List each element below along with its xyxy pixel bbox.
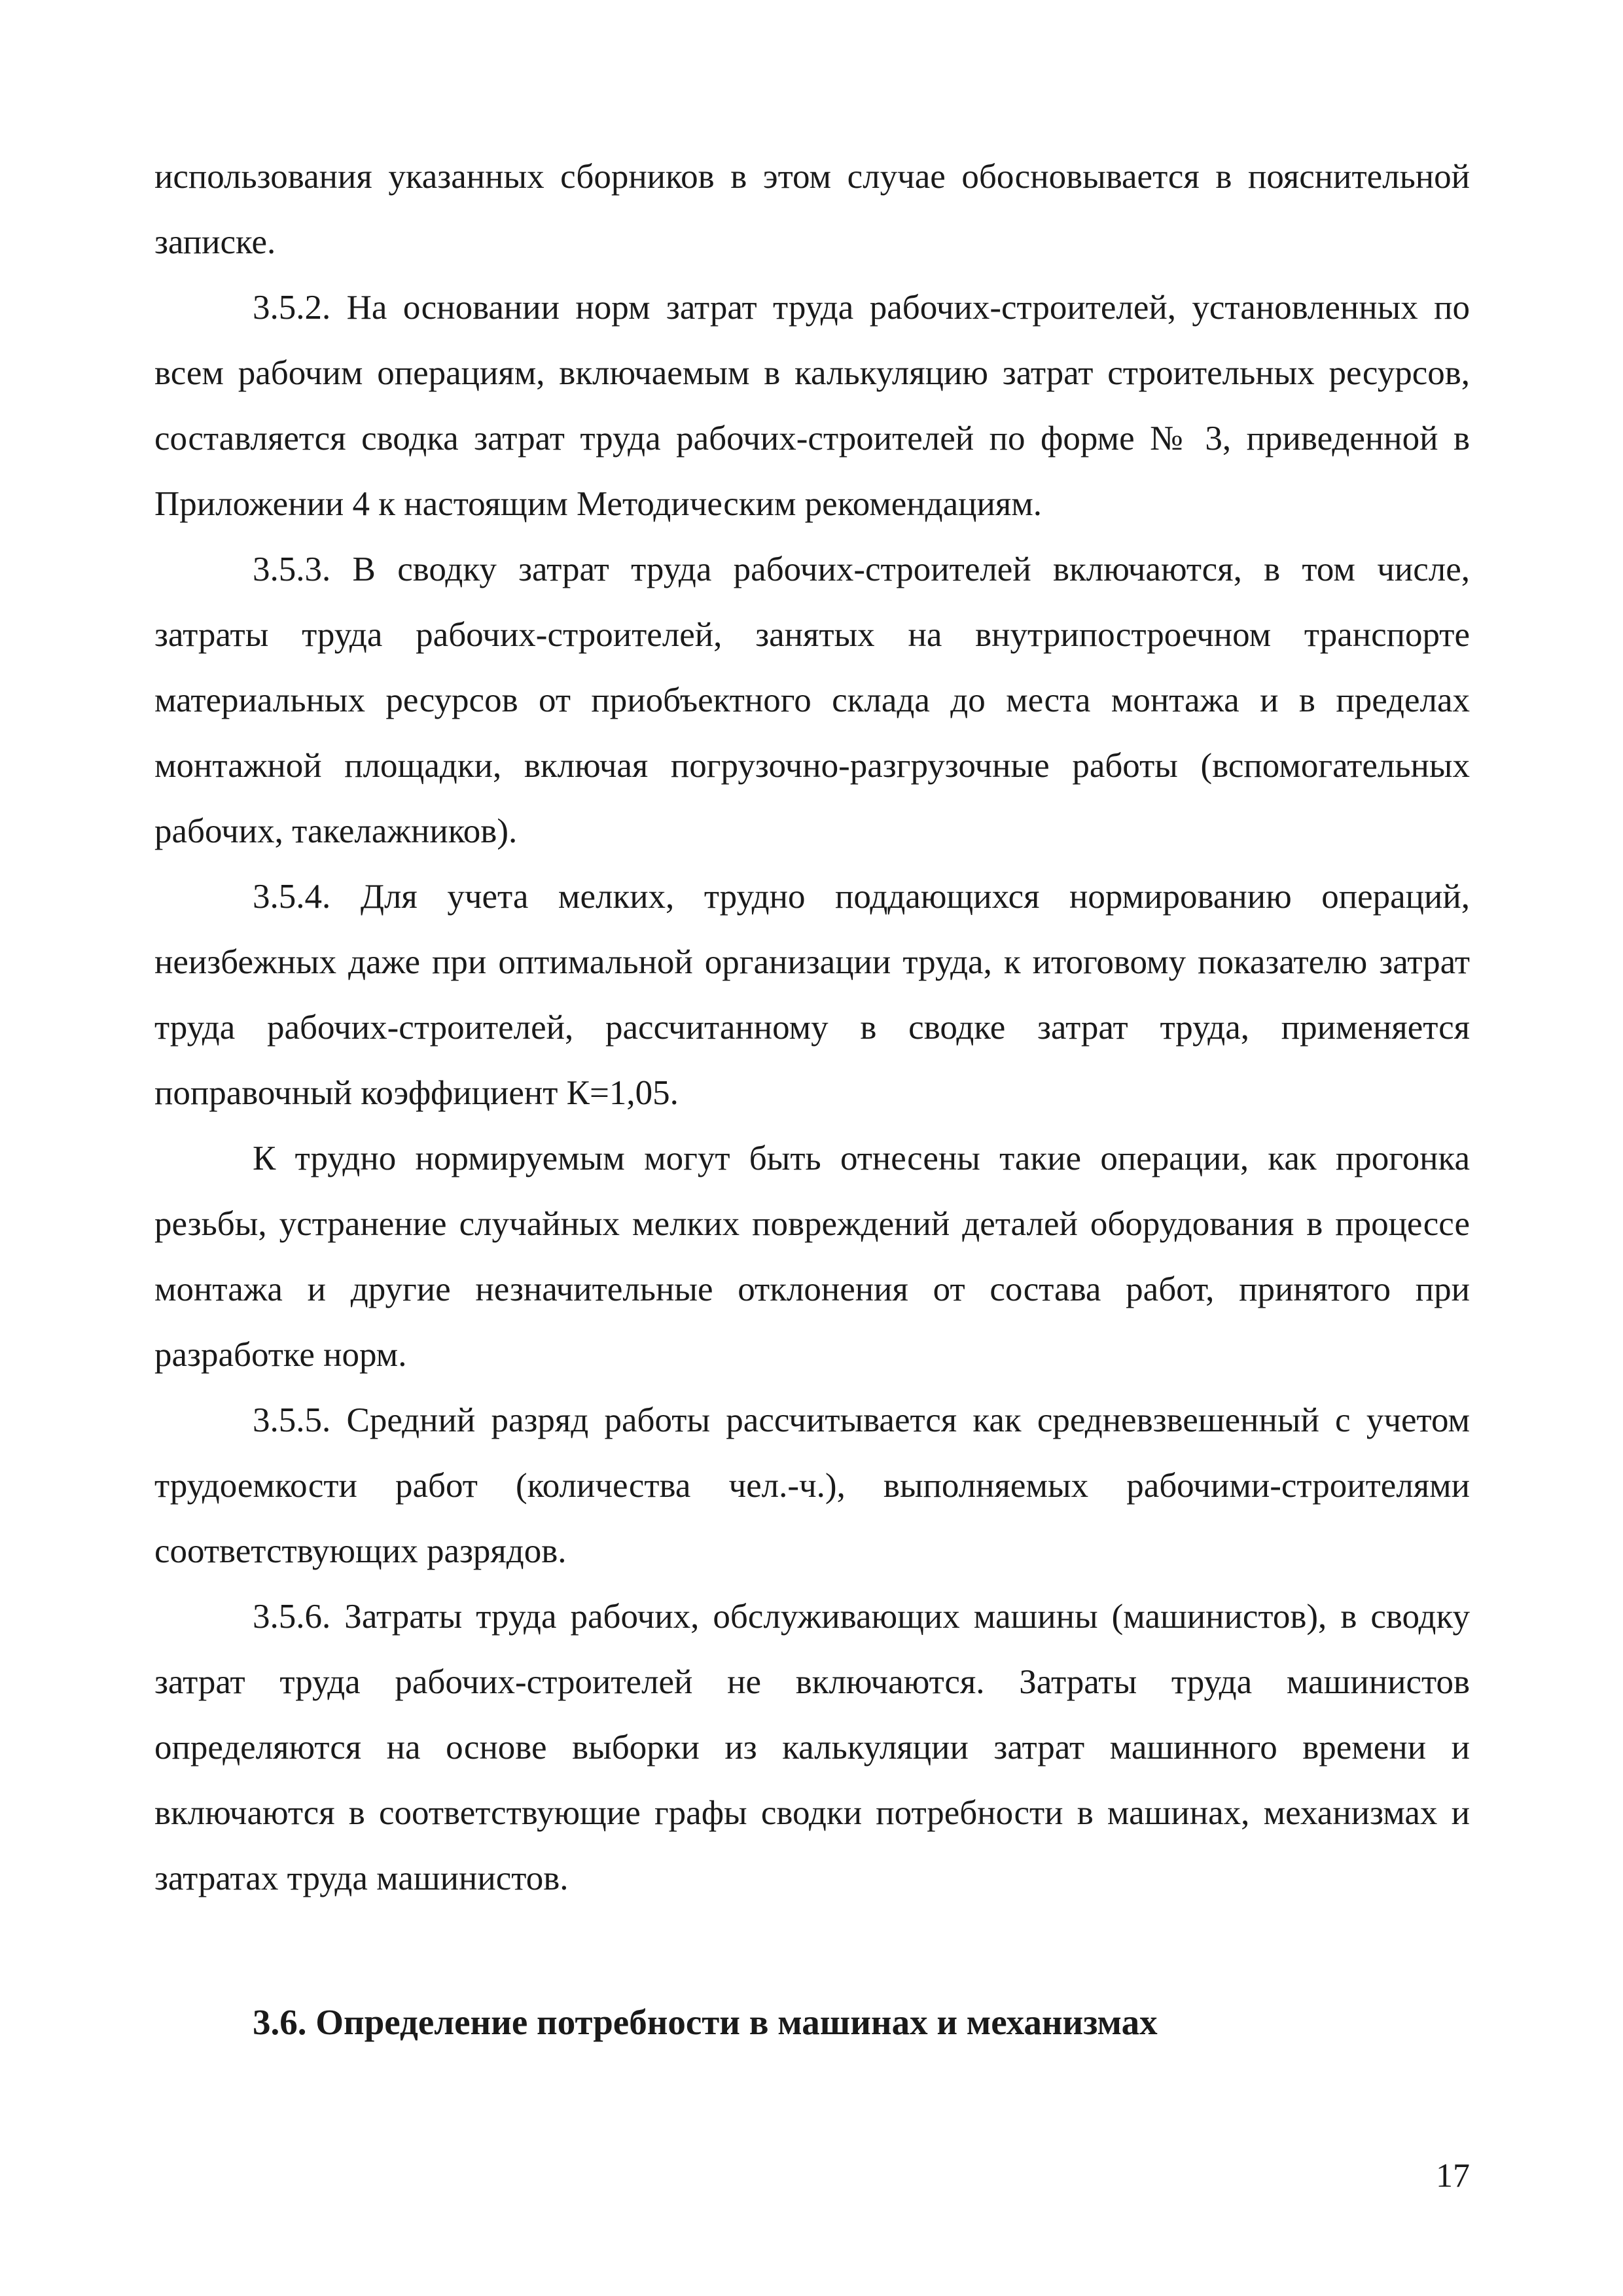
body-text: [154, 144, 1470, 1911]
paragraph-continuation: использования указанных сборников в этом случае обосновывается в пояснительной записке.: [154, 158, 1470, 261]
page-number: 17: [1436, 2157, 1470, 2195]
paragraph-3-5-4: 3.5.4. Для учета мелких, трудно поддающихся нормированию операций, неизбежных даже при оптимальной организации труда, к итоговому показателю затрат труда рабочих-строителей, рассчитанному в сводке затрат труда, применяется поправочный коэффициент К=1,05.: [154, 878, 1470, 1112]
paragraph-3-5-2: 3.5.2. На основании норм затрат труда рабочих-строителей, установленных по всем рабочим операциям, включаемым в калькуляцию затрат строительных ресурсов, составляется сводка затрат труда рабочих-строителей по форме № 3, приведенной в Приложении 4 к настоящим Методическим рекомендациям.: [154, 289, 1470, 523]
paragraph-hard-to-norm-operations: К трудно нормируемым могут быть отнесены такие операции, как прогонка резьбы, устранение случайных мелких повреждений деталей оборудования в процессе монтажа и другие незначительные отклонения от состава работ, принятого при разработке норм.: [154, 1139, 1470, 1374]
paragraph-3-5-3: 3.5.3. В сводку затрат труда рабочих-строителей включаются, в том числе, затраты труда рабочих-строителей, занятых на внутрипостроечном транспорте материальных ресурсов от приобъектного склада до места монтажа и в пределах монтажной площадки, включая погрузочно-разгрузочные работы (вспомогательных рабочих, такелажников).: [154, 550, 1470, 850]
paragraph-3-5-5: 3.5.5. Средний разряд работы рассчитывается как средневзвешенный с учетом трудоемкости работ (количества чел.-ч.), выполняемых рабочими-строителями соответствующих разрядов.: [154, 1401, 1470, 1570]
section-heading: 3.6. Определение потребности в машинах и механизмах: [253, 2002, 1158, 2042]
paragraph-3-5-6: 3.5.6. Затраты труда рабочих, обслуживающих машины (машинистов), в сводку затрат труда рабочих-строителей не включаются. Затраты труда машинистов определяются на основе выборки из калькуляции затрат машинного времени и включаются в соответствующие графы сводки потребности в машинах, механизмах и затратах труда машинистов.: [154, 1598, 1470, 1897]
